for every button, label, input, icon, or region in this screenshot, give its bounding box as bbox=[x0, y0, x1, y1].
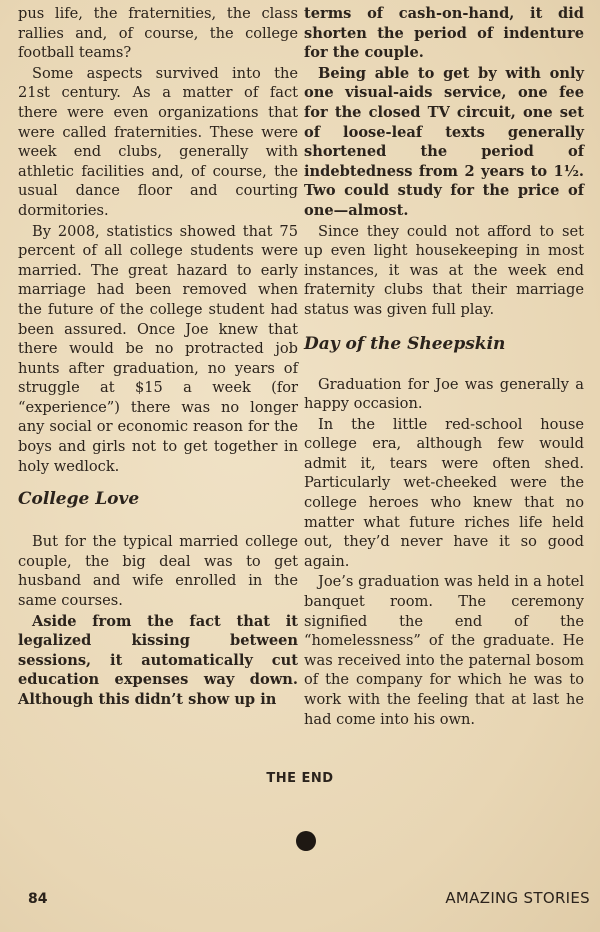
paragraph: pus life, the fraternities, the class rallies and, of course, the college football teams? bbox=[18, 5, 298, 62]
paragraph: Joe’s graduation was held in a hotel banquet room. The ceremony signified the end of the “homelessness” of the graduate. He was received into the paternal bosom of the company for which he was to work with the feeling that at last he had come into his own. bbox=[304, 573, 584, 728]
page-number: 84 bbox=[28, 891, 48, 907]
magazine-title: AMAZING STORIES bbox=[445, 889, 590, 907]
paragraph: Being able to get by with only one visual-aids service, one fee for the closed TV circuit, one set of loose-leaf texts generally shortened the period of indebtedness from 2 years to 1½. Two could study for the price of one—almost. bbox=[304, 64, 584, 219]
end-dot-icon bbox=[296, 831, 316, 851]
section-heading: College Love bbox=[18, 489, 140, 510]
paragraph: In the little red-school house college era, although few would admit it, tears were often shed. Particularly wet-cheeked were the college heroes who knew that no matter what future riches life held out, they’d never have it so good again. bbox=[304, 415, 584, 570]
paragraph: But for the typical married college couple, the big deal was to get husband and wife enrolled in the same courses. bbox=[18, 533, 298, 610]
left-column bbox=[18, 4, 298, 710]
section-heading: Day of the Sheepskin bbox=[304, 333, 506, 354]
end-mark: THE END bbox=[266, 771, 334, 786]
paragraph: Since they could not afford to set up even light housekeeping in most instances, it was at the week end fraternity clubs that their marriage status was given full play. bbox=[304, 222, 584, 318]
paragraph: Aside from the fact that it legalized kissing between sessions, it automatically cut education expenses way down. Although this didn’t show up in bbox=[18, 612, 298, 708]
paragraph: Graduation for Joe was generally a happy occasion. bbox=[304, 375, 584, 413]
paragraph: By 2008, statistics showed that 75 percent of all college students were married. The great hazard to early marriage had been removed when the future of the college student had been assured. Once Joe knew that there would be no protracted job hunts after graduation, no years of struggle at $15 a week (for “experience”) there was no longer any social or economic reason for the boys and girls not to get together in holy wedlock. bbox=[18, 222, 298, 475]
paragraph: Some aspects survived into the 21st century. As a matter of fact there were even organizations that were called fraternities. These were week end clubs, generally with athletic facilities and, of course, the usual dance floor and courting dormitories. bbox=[18, 64, 298, 219]
right-column bbox=[304, 4, 584, 729]
paragraph: terms of cash-on-hand, it did shorten the period of indenture for the couple. bbox=[304, 5, 584, 62]
